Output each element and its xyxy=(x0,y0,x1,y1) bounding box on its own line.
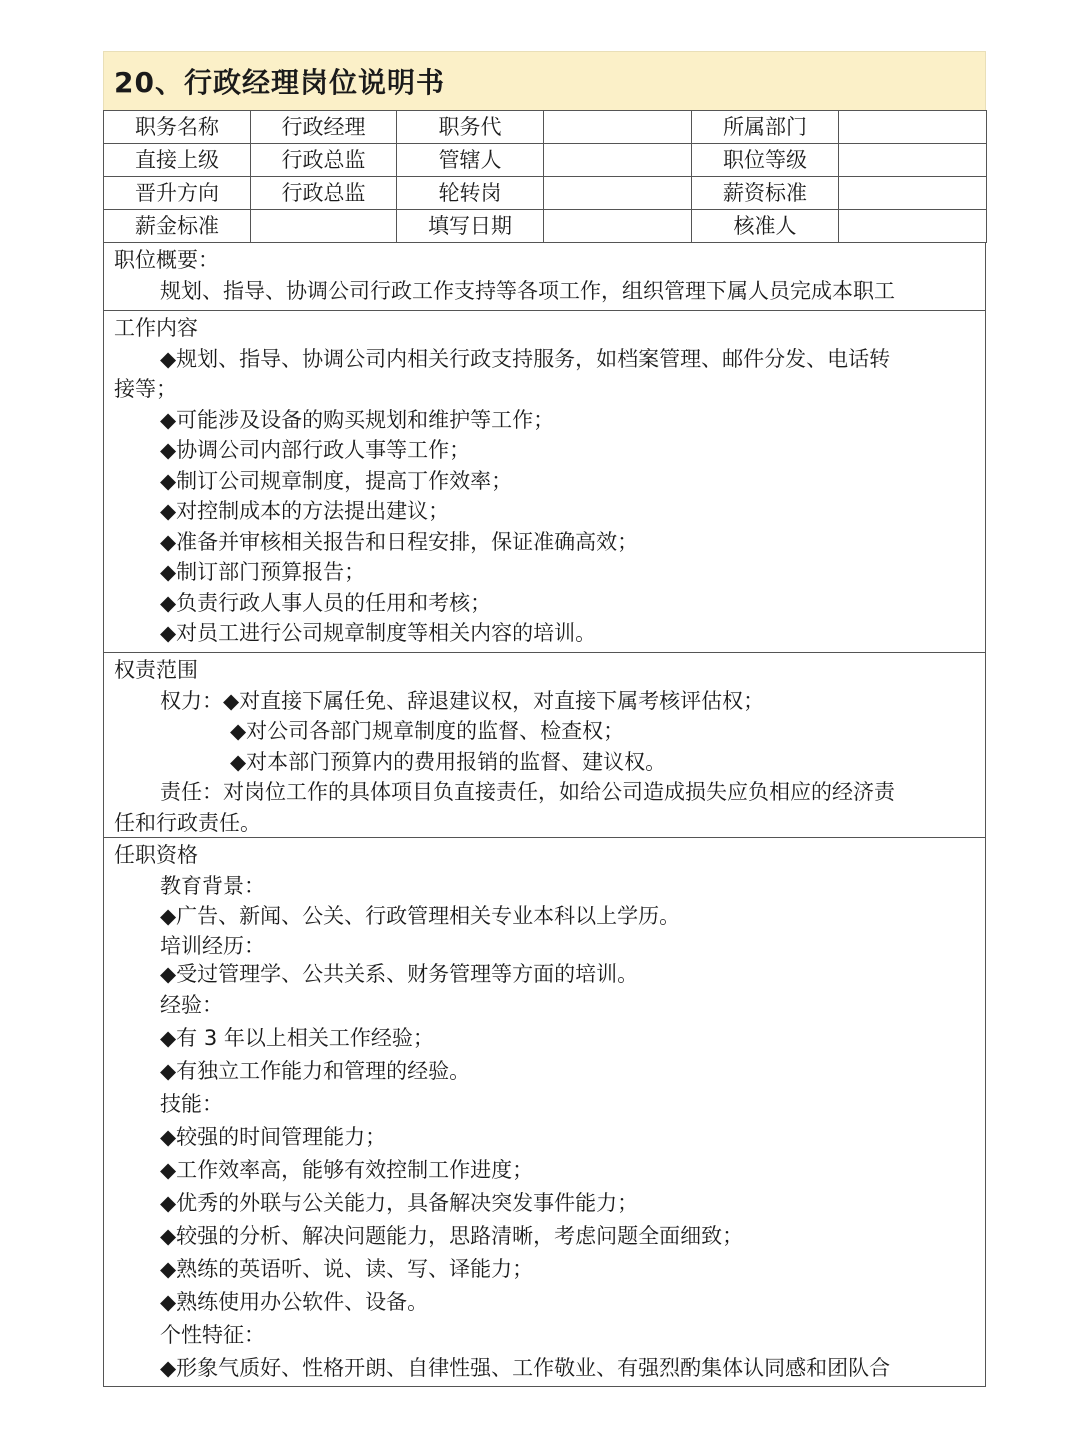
education-label: 教育背景： xyxy=(160,873,265,898)
info-value-cell xyxy=(544,177,692,210)
info-value-cell xyxy=(544,210,692,243)
info-table xyxy=(103,110,987,243)
summary-text: 规划、指导、协调公司行政工作支持等各项工作，组织管理下属人员完成本职工 xyxy=(160,278,895,303)
info-table-row xyxy=(104,144,987,177)
info-label-cell: 核准人 xyxy=(692,210,839,243)
personality-label: 个性特征： xyxy=(160,1322,265,1347)
experience-item: ◆有独立工作能力和管理的经验。 xyxy=(160,1058,471,1083)
info-label-cell: 管辖人 xyxy=(397,144,544,177)
info-label-cell: 职务代 xyxy=(397,111,544,144)
skill-item: ◆优秀的外联与公关能力，具备解决突发事件能力； xyxy=(160,1190,639,1215)
experience-label: 经验： xyxy=(160,992,223,1017)
info-label-cell: 轮转岗 xyxy=(397,177,544,210)
work-item: ◆准备并审核相关报告和日程安排，保证准确高效； xyxy=(160,529,639,554)
info-value-cell: 行政总监 xyxy=(251,177,397,210)
document-title: 20、行政经理岗位说明书 xyxy=(114,66,445,99)
info-value-cell xyxy=(251,210,397,243)
info-label-cell: 职务名称 xyxy=(104,111,251,144)
work-item: ◆负责行政人事人员的任用和考核； xyxy=(160,590,492,615)
work-item: ◆可能涉及设备的购买规划和维护等工作； xyxy=(160,407,555,432)
personality-item: ◆形象气质好、性格开朗、自律性强、工作敬业、有强烈酌集体认同感和团队合 xyxy=(160,1355,891,1380)
skill-item: ◆熟练的英语听、说、读、写、译能力； xyxy=(160,1256,534,1281)
summary-heading: 职位概要： xyxy=(114,248,219,272)
work-heading: 工作内容 xyxy=(114,316,198,340)
work-section xyxy=(103,311,986,653)
authority-heading: 权责范围 xyxy=(114,658,198,682)
info-value-cell: 行政总监 xyxy=(251,144,397,177)
info-label-cell: 所属部门 xyxy=(692,111,839,144)
title-bar xyxy=(103,51,986,110)
info-label-cell: 填写日期 xyxy=(397,210,544,243)
info-value-cell: 行政经理 xyxy=(251,111,397,144)
info-value-cell xyxy=(544,111,692,144)
power-item: ◆对直接下属任免、辞退建议权，对直接下属考核评估权； xyxy=(223,688,765,713)
info-table-row xyxy=(104,210,987,243)
info-table-row xyxy=(104,177,987,210)
work-item: ◆对控制成本的方法提出建议； xyxy=(160,499,450,523)
info-value-cell xyxy=(839,177,987,210)
info-table-row xyxy=(104,111,987,144)
info-value-cell xyxy=(839,111,987,144)
job-description-document xyxy=(103,51,986,1387)
power-item: ◆对本部门预算内的费用报销的监督、建议权。 xyxy=(230,749,667,774)
skill-item: ◆较强的分析、解决问题能力，思路清晰，考虑问题全面细致； xyxy=(160,1223,744,1248)
work-item: ◆协调公司内部行政人事等工作； xyxy=(160,438,471,462)
skill-item: ◆工作效率高，能够有效控制工作进度； xyxy=(160,1157,534,1182)
work-item: ◆规划、指导、协调公司内相关行政支持服务，如档案管理、邮件分发、电话转 xyxy=(160,346,891,371)
responsibility-continued: 任和行政责任。 xyxy=(114,810,261,835)
skills-label: 技能： xyxy=(160,1091,223,1116)
power-item: ◆对公司各部门规章制度的监督、检查权； xyxy=(230,719,625,743)
info-label-cell: 晋升方向 xyxy=(104,177,251,210)
info-value-cell xyxy=(839,210,987,243)
experience-item: ◆有 3 年以上相关工作经验； xyxy=(160,1025,434,1050)
skill-item: ◆较强的时间管理能力； xyxy=(160,1124,387,1149)
education-item: ◆广告、新闻、公关、行政管理相关专业本科以上学历。 xyxy=(160,904,681,928)
info-label-cell: 薪金标准 xyxy=(104,210,251,243)
work-item: ◆对员工进行公司规章制度等相关内容的培训。 xyxy=(160,621,597,645)
info-value-cell xyxy=(544,144,692,177)
info-label-cell: 职位等级 xyxy=(692,144,839,177)
work-item: ◆制订公司规章制度，提高丁作效率； xyxy=(160,468,513,493)
training-label: 培训经历： xyxy=(160,933,265,958)
info-label-cell: 直接上级 xyxy=(104,144,251,177)
qualification-section xyxy=(103,838,986,1387)
qualification-heading: 任职资格 xyxy=(114,843,198,867)
skill-item: ◆熟练使用办公软件、设备。 xyxy=(160,1289,429,1314)
info-value-cell xyxy=(839,144,987,177)
authority-section xyxy=(103,653,986,838)
work-item: ◆制订部门预算报告； xyxy=(160,560,366,584)
work-item-continued: 接等； xyxy=(114,377,177,401)
responsibility-line: 责任：对岗位工作的具体项目负直接责任，如给公司造成损失应负相应的经济责 xyxy=(160,780,895,804)
training-item: ◆受过管理学、公共关系、财务管理等方面的培训。 xyxy=(160,961,639,986)
power-line xyxy=(114,686,975,717)
power-label: 权力： xyxy=(160,688,223,713)
summary-section xyxy=(103,243,986,311)
info-label-cell: 薪资标准 xyxy=(692,177,839,210)
